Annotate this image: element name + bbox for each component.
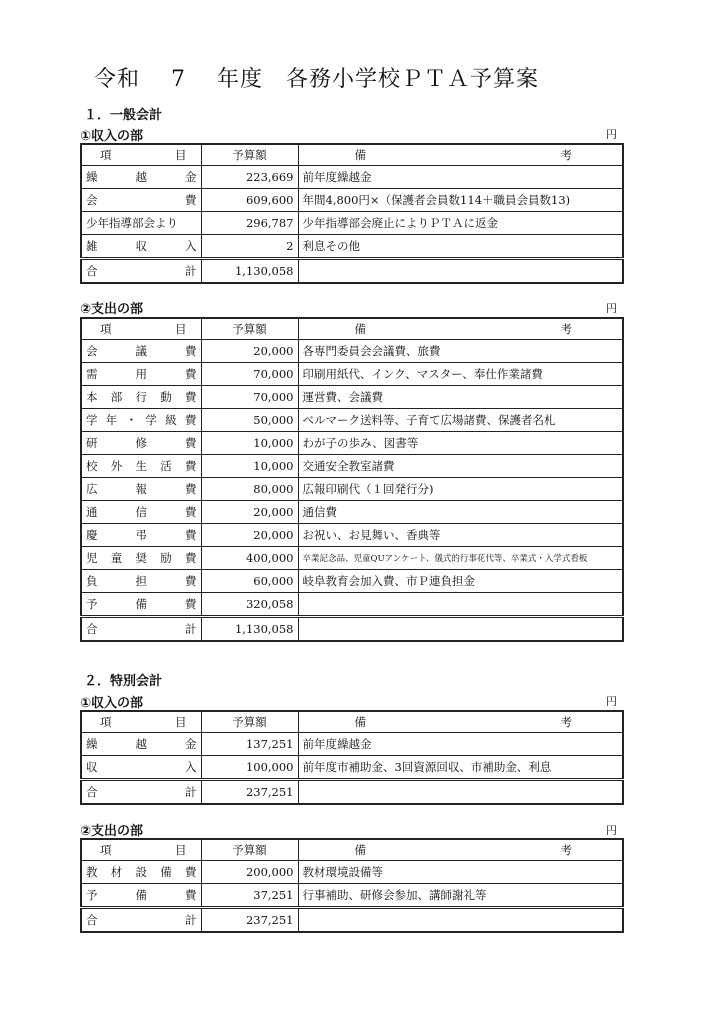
row-item: 予備費 (81, 884, 201, 908)
row-amount: 609,600 (201, 189, 298, 212)
header-item: 項 目 (81, 711, 201, 733)
row-amount: 2 (201, 235, 298, 259)
row-note: 各専門委員会会議費、旅費 (298, 340, 623, 363)
row-item: 児童奨励費 (81, 547, 201, 570)
total-amount: 1,130,058 (201, 617, 298, 642)
special-income-table (80, 710, 624, 805)
row-item: 負担費 (81, 570, 201, 593)
header-note: 備 考 (298, 711, 623, 733)
table-row (81, 570, 623, 593)
row-note: わが子の歩み、図書等 (298, 432, 623, 455)
row-item: 広報費 (81, 478, 201, 501)
total-note (298, 780, 623, 805)
special-expense-table (80, 838, 624, 933)
row-note: 印刷用紙代、インク、マスター、奉仕作業諸費 (298, 363, 623, 386)
table-row (81, 386, 623, 409)
general-expense-heading: ②支出の部 (80, 302, 144, 317)
row-note: 前年度繰越金 (298, 166, 623, 189)
table-row (81, 235, 623, 259)
row-note: 広報印刷代（１回発行分) (298, 478, 623, 501)
row-amount: 20,000 (201, 524, 298, 547)
special-account-heading: ２．特別会計 (84, 674, 163, 689)
total-row (81, 617, 623, 642)
general-expense-unit: 円 (606, 302, 617, 315)
row-amount: 70,000 (201, 363, 298, 386)
special-expense-unit: 円 (606, 824, 617, 837)
row-item: 収入 (81, 756, 201, 780)
row-amount: 137,251 (201, 733, 298, 756)
row-note: 通信費 (298, 501, 623, 524)
row-amount: 60,000 (201, 570, 298, 593)
row-amount: 80,000 (201, 478, 298, 501)
special-expense-heading: ②支出の部 (80, 824, 144, 839)
row-amount: 200,000 (201, 861, 298, 884)
row-item: 雑収入 (81, 235, 201, 259)
row-note: 卒業記念品、児童QUアンケート、儀式的行事花代等、卒業式・入学式看板 (298, 547, 623, 570)
header-amount: 予算額 (201, 839, 298, 861)
header-item: 項 目 (81, 839, 201, 861)
row-note: 利息その他 (298, 235, 623, 259)
table-row (81, 478, 623, 501)
row-amount: 100,000 (201, 756, 298, 780)
header-note: 備 考 (298, 318, 623, 340)
header-amount: 予算額 (201, 318, 298, 340)
total-row (81, 780, 623, 805)
row-amount: 10,000 (201, 455, 298, 478)
row-item: 予備費 (81, 593, 201, 617)
table-row (81, 524, 623, 547)
table-row (81, 733, 623, 756)
table-header-row (81, 144, 623, 166)
total-amount: 237,251 (201, 908, 298, 933)
row-item: 校外生活費 (81, 455, 201, 478)
table-header-row (81, 318, 623, 340)
header-item: 項 目 (81, 318, 201, 340)
row-item: 慶弔費 (81, 524, 201, 547)
row-item: 会議費 (81, 340, 201, 363)
total-amount: 237,251 (201, 780, 298, 805)
row-item: 繰越金 (81, 166, 201, 189)
table-row (81, 455, 623, 478)
table-row (81, 547, 623, 570)
general-expense-table (80, 317, 624, 642)
general-income-heading: ①収入の部 (80, 129, 144, 144)
header-amount: 予算額 (201, 144, 298, 166)
table-row (81, 166, 623, 189)
total-label: 合計 (81, 780, 201, 805)
total-label: 合計 (81, 908, 201, 933)
total-label: 合計 (81, 617, 201, 642)
table-row (81, 363, 623, 386)
total-label: 合計 (81, 259, 201, 284)
table-row (81, 432, 623, 455)
row-item: 繰越金 (81, 733, 201, 756)
total-amount: 1,130,058 (201, 259, 298, 284)
special-income-unit: 円 (606, 695, 617, 708)
total-note (298, 617, 623, 642)
table-row (81, 212, 623, 235)
row-note: お祝い、お見舞い、香典等 (298, 524, 623, 547)
header-note: 備 考 (298, 839, 623, 861)
general-income-unit: 円 (606, 128, 617, 141)
row-note: 行事補助、研修会参加、講師謝礼等 (298, 884, 623, 908)
row-amount: 296,787 (201, 212, 298, 235)
row-amount: 70,000 (201, 386, 298, 409)
row-note: 運営費、会議費 (298, 386, 623, 409)
row-note: 交通安全教室諸費 (298, 455, 623, 478)
row-amount: 223,669 (201, 166, 298, 189)
row-note: ベルマーク送料等、子育て広場諸費、保護者名札 (298, 409, 623, 432)
header-amount: 予算額 (201, 711, 298, 733)
table-row (81, 501, 623, 524)
row-amount: 50,000 (201, 409, 298, 432)
header-note: 備 考 (298, 144, 623, 166)
table-row (81, 884, 623, 908)
row-item: 需用費 (81, 363, 201, 386)
table-row (81, 593, 623, 617)
row-note (298, 593, 623, 617)
total-note (298, 259, 623, 284)
row-item: 研修費 (81, 432, 201, 455)
table-row (81, 861, 623, 884)
row-amount: 37,251 (201, 884, 298, 908)
table-row (81, 340, 623, 363)
row-item: 教材設備費 (81, 861, 201, 884)
row-note: 前年度市補助金、3回資源回収、市補助金、利息 (298, 756, 623, 780)
row-item: 通信費 (81, 501, 201, 524)
total-row (81, 908, 623, 933)
row-item: 少年指導部会より (81, 212, 201, 235)
table-header-row (81, 839, 623, 861)
total-note (298, 908, 623, 933)
row-amount: 20,000 (201, 340, 298, 363)
row-item: 学年・学級費 (81, 409, 201, 432)
table-row (81, 756, 623, 780)
table-row (81, 189, 623, 212)
row-amount: 20,000 (201, 501, 298, 524)
general-account-heading: １．一般会計 (84, 108, 163, 123)
row-note: 前年度繰越金 (298, 733, 623, 756)
row-amount: 320,058 (201, 593, 298, 617)
row-note: 年間4,800円×（保護者会員数114＋職員会員数13) (298, 189, 623, 212)
table-header-row (81, 711, 623, 733)
special-income-heading: ①収入の部 (80, 696, 144, 711)
row-item: 本部行動費 (81, 386, 201, 409)
page-title: 令和 7 年度 各務小学校ＰＴＡ予算案 (94, 67, 539, 92)
total-row (81, 259, 623, 284)
header-item: 項 目 (81, 144, 201, 166)
row-note: 岐阜教育会加入費、市Ｐ連負担金 (298, 570, 623, 593)
row-amount: 10,000 (201, 432, 298, 455)
table-row (81, 409, 623, 432)
row-note: 少年指導部会廃止によりＰＴＡに返金 (298, 212, 623, 235)
row-amount: 400,000 (201, 547, 298, 570)
row-item: 会費 (81, 189, 201, 212)
general-income-table (80, 143, 624, 284)
row-note: 教材環境設備等 (298, 861, 623, 884)
